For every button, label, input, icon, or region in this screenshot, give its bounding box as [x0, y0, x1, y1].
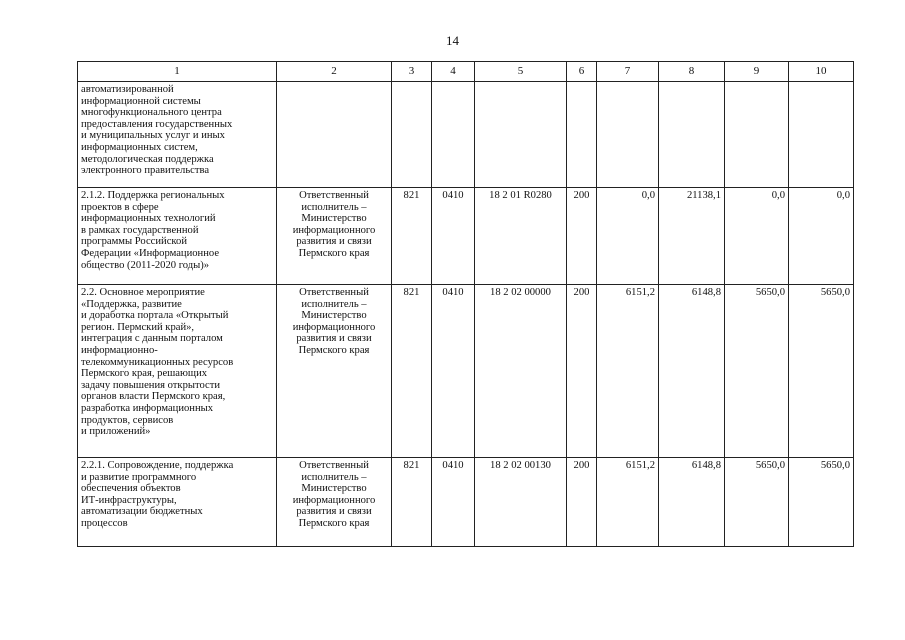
executor-line: информационного	[292, 321, 376, 333]
amount-cell: 6148,8	[659, 458, 725, 547]
executor-line: Министерство	[301, 213, 367, 225]
description-line: информационных технологий	[81, 213, 216, 225]
description-line: ИТ-инфраструктуры,	[81, 494, 177, 506]
ministry-code-cell: 821	[392, 458, 432, 547]
executor-line: Ответственный	[299, 460, 369, 471]
description-line: информационных систем,	[81, 141, 198, 153]
executor-line: исполнитель –	[301, 298, 367, 310]
column-header: 9	[725, 62, 789, 82]
description-line: предоставления государственных	[81, 118, 233, 130]
description-line: проектов в сфере	[81, 201, 159, 213]
amount-cell: 5650,0	[725, 285, 789, 458]
description-line: разработка информационных	[81, 402, 214, 414]
description-cell	[78, 82, 277, 188]
description-line: и приложений»	[81, 426, 151, 438]
description-line: регион. Пермский край»,	[81, 321, 195, 333]
description-line: 2.2.1. Сопровождение, поддержка	[81, 460, 234, 471]
table-header-row	[78, 62, 854, 82]
description-line: электронного правительства	[81, 165, 210, 177]
expense-type-cell: 200	[567, 188, 597, 285]
description-line: органов власти Пермского края,	[81, 391, 226, 403]
target-article-cell: 18 2 02 00000	[475, 285, 567, 458]
description-line: информационно-	[81, 344, 158, 356]
section-code-cell: 0410	[432, 188, 475, 285]
amount-cell: 5650,0	[789, 458, 854, 547]
description-line: программы Российской	[81, 236, 187, 248]
table-row	[78, 188, 854, 285]
executor-cell	[277, 285, 392, 458]
target-article-cell: 18 2 02 00130	[475, 458, 567, 547]
description-line: процессов	[81, 517, 128, 529]
description-line: автоматизации бюджетных	[81, 506, 203, 518]
executor-line: развития и связи	[296, 333, 372, 345]
executor-line: Ответственный	[299, 287, 369, 298]
executor-cell	[277, 82, 392, 188]
description-line: Федерации «Информационное	[81, 247, 220, 259]
amount-cell: 21138,1	[659, 188, 725, 285]
amount-cell: 6148,8	[659, 285, 725, 458]
executor-line: развития и связи	[296, 236, 372, 248]
column-header: 3	[392, 62, 432, 82]
executor-line: Ответственный	[299, 190, 369, 201]
column-header: 2	[277, 62, 392, 82]
description-line: и развитие программного	[81, 471, 197, 483]
executor-line: Пермского края	[298, 344, 370, 356]
column-header: 6	[567, 62, 597, 82]
column-header: 7	[597, 62, 659, 82]
executor-line: Пермского края	[298, 247, 370, 259]
expense-type-cell: 200	[567, 285, 597, 458]
executor-cell	[277, 458, 392, 547]
description-cell	[78, 285, 277, 458]
amount-cell	[725, 82, 789, 188]
description-line: и муниципальных услуг и иных	[81, 130, 225, 142]
description-line: информационной системы	[81, 95, 201, 107]
expense-type-cell: 200	[567, 458, 597, 547]
executor-line: исполнитель –	[301, 471, 367, 483]
amount-cell	[789, 82, 854, 188]
page-number: 14	[446, 33, 459, 48]
executor-line: Пермского края	[298, 517, 370, 529]
description-line: интеграция с данным порталом	[81, 333, 223, 345]
description-cell	[78, 458, 277, 547]
target-article-cell: 18 2 01 R0280	[475, 188, 567, 285]
description-line: и доработка портала «Открытый	[81, 310, 229, 322]
amount-cell: 6151,2	[597, 458, 659, 547]
amount-cell	[597, 82, 659, 188]
description-line: Пермского края, решающих	[81, 368, 208, 380]
section-code-cell	[432, 82, 475, 188]
description-line: телекоммуникационных ресурсов	[81, 356, 234, 368]
column-header: 8	[659, 62, 725, 82]
column-header: 5	[475, 62, 567, 82]
table-row	[78, 82, 854, 188]
expense-type-cell	[567, 82, 597, 188]
ministry-code-cell	[392, 82, 432, 188]
amount-cell: 0,0	[597, 188, 659, 285]
description-line: общество (2011-2020 годы)»	[81, 259, 210, 271]
amount-cell: 0,0	[789, 188, 854, 285]
executor-line: информационного	[292, 224, 376, 236]
description-line: в рамках государственной	[81, 224, 199, 236]
description-line: методологическая поддержка	[81, 153, 214, 165]
description-line: 2.1.2. Поддержка региональных	[81, 190, 225, 201]
executor-line: информационного	[292, 494, 376, 506]
budget-table	[77, 61, 854, 547]
column-header: 4	[432, 62, 475, 82]
target-article-cell	[475, 82, 567, 188]
amount-cell: 5650,0	[789, 285, 854, 458]
description-cell	[78, 188, 277, 285]
description-line: продуктов, сервисов	[81, 414, 174, 426]
amount-cell: 5650,0	[725, 458, 789, 547]
table-row	[78, 285, 854, 458]
description-line: задачу повышения открытости	[81, 379, 221, 391]
amount-cell: 0,0	[725, 188, 789, 285]
description-line: обеспечения объектов	[81, 483, 181, 495]
ministry-code-cell: 821	[392, 285, 432, 458]
executor-line: развития и связи	[296, 506, 372, 518]
executor-line: исполнитель –	[301, 201, 367, 213]
column-header: 1	[78, 62, 277, 82]
amount-cell	[659, 82, 725, 188]
ministry-code-cell: 821	[392, 188, 432, 285]
description-line: многофункционального центра	[81, 107, 222, 119]
executor-line: Министерство	[301, 483, 367, 495]
executor-cell	[277, 188, 392, 285]
executor-line: Министерство	[301, 310, 367, 322]
column-header: 10	[789, 62, 854, 82]
section-code-cell: 0410	[432, 458, 475, 547]
table-row	[78, 458, 854, 547]
description-line: автоматизированной	[81, 84, 174, 95]
section-code-cell: 0410	[432, 285, 475, 458]
description-line: 2.2. Основное мероприятие	[81, 287, 205, 298]
description-line: «Поддержка, развитие	[81, 298, 182, 310]
amount-cell: 6151,2	[597, 285, 659, 458]
